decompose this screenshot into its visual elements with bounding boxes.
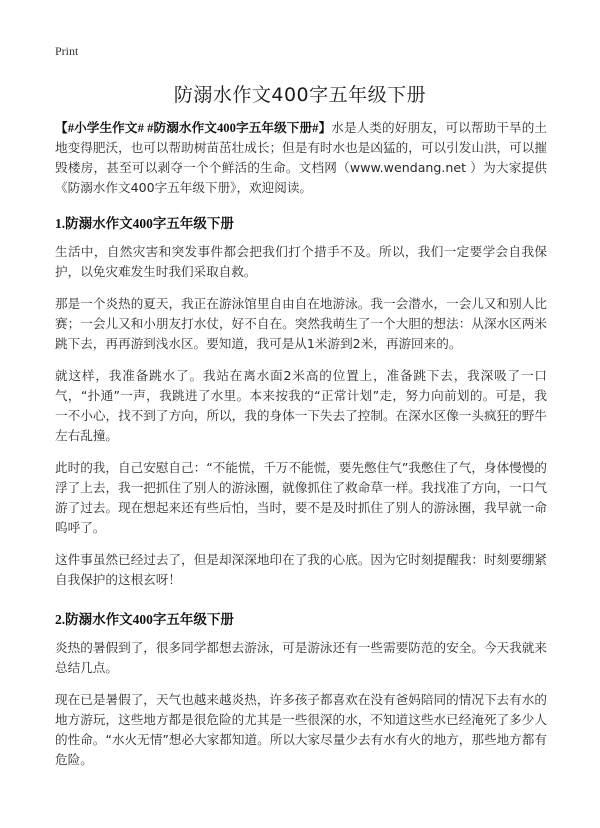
intro-paragraph	[55, 118, 547, 198]
intro-tag: 【#小学生作文# #防溺水作文400字五年级下册#】	[55, 121, 332, 135]
section-heading-2: 2.防溺水作文400字五年级下册	[55, 612, 234, 627]
page-title: 防溺水作文400字五年级下册	[173, 84, 427, 106]
section-2-paragraph: 炎热的暑假到了，很多同学都想去游泳，可是游泳还有一些需要防范的安全。今天我就来总结几点。	[55, 640, 547, 675]
print-label[interactable]: Print	[55, 44, 79, 58]
section-heading-1: 1.防溺水作文400字五年级下册	[55, 216, 234, 231]
section-2-paragraph: 现在已是暑假了，天气也越来越炎热，许多孩子都喜欢在没有爸妈陪同的情况下去有水的地方游玩，这些地方都是很危险的尤其是一些很深的水，不知道这些水已经淹死了多少人的性命。“水火无情”想必大家都知道。所以大家尽量少去有水有火的地方，那些地方都有危险。	[55, 692, 547, 767]
intro-text: 水是人类的好朋友，可以帮助干旱的土地变得肥沃，也可以帮助树苗茁壮成长；但是有时水也是凶猛的，可以引发山洪，可以摧毁楼房，甚至可以剥夺一个个鲜活的生命。文档网（www.wendang.net ）为大家提供《防溺水作文400字五年级下册》，欢迎阅读。	[55, 120, 547, 195]
section-1-paragraph: 此时的我，自己安慰自己：“不能慌，千万不能慌，要先憋住气”我憋住了气，身体慢慢的浮了上去，我一把抓住了别人的游泳圈，就像抓住了救命草一样。我找准了方向，一口气游了过去。现在想起来还有些后怕，当时，要不是及时抓住了别人的游泳圈，我早就一命呜呼了。	[55, 460, 547, 535]
section-1-paragraph: 就这样，我准备跳水了。我站在离水面2米高的位置上，准备跳下去，我深吸了一口气，“扑通”一声，我跳进了水里。本来按我的“正常计划”走，努力向前划的。可是，我一不小心，找不到了方向，所以，我的身体一下失去了控制。在深水区像一头疯狂的野牛左右乱撞。	[55, 368, 547, 443]
section-1-paragraph: 生活中，自然灾害和突发事件都会把我们打个措手不及。所以，我们一定要学会自我保护，以免灾难发生时我们采取自救。	[55, 244, 547, 279]
article-body	[55, 118, 547, 770]
section-1-paragraph: 这件事虽然已经过去了，但是却深深地印在了我的心底。因为它时刻提醒我：时刻要绷紧自我保护的这根玄呀！	[55, 552, 547, 587]
section-1-paragraph: 那是一个炎热的夏天，我正在游泳馆里自由自在地游泳。我一会潜水，一会儿又和别人比赛；一会儿又和小朋友打水仗，好不自在。突然我萌生了一个大胆的想法：从深水区两米跳下去，再再游到浅水区。要知道，我可是从1米游到2米，再游回来的。	[55, 296, 547, 351]
